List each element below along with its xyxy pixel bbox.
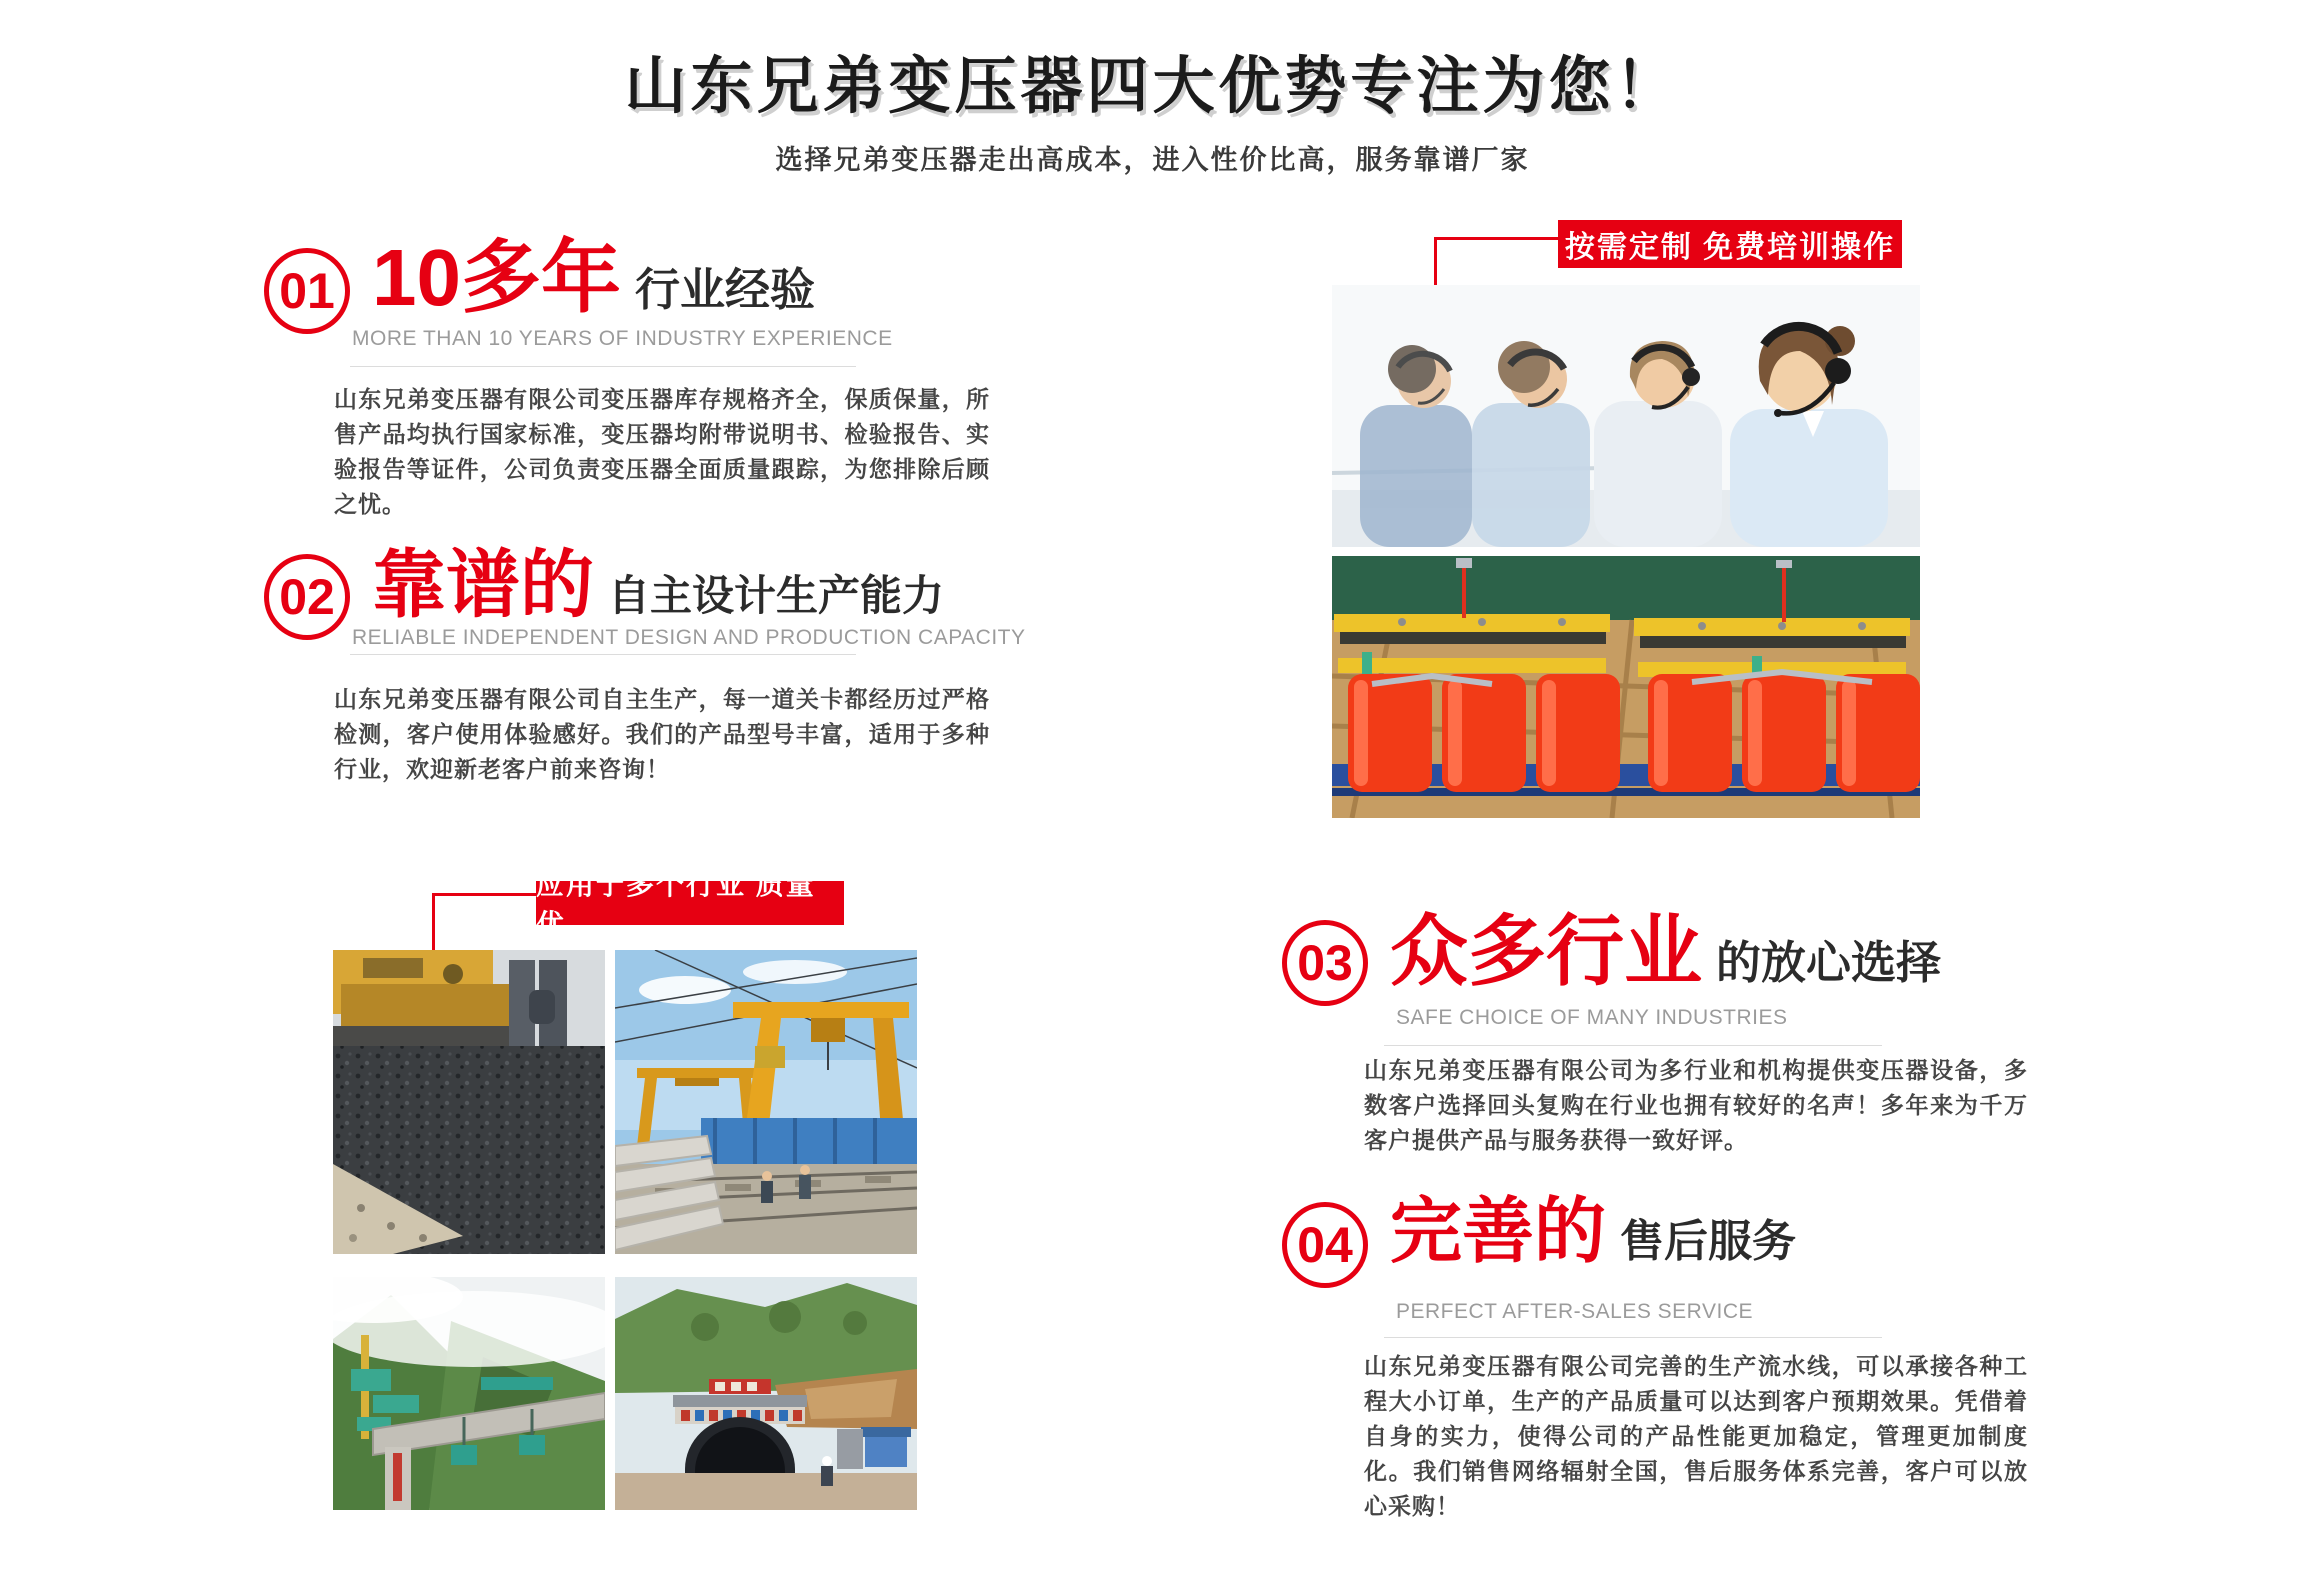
page-title: 山东兄弟变压器四大优势专注为您！ — [624, 52, 1681, 121]
advantage-02-body: 山东兄弟变压器有限公司自主生产，每一道关卡都经历过严格检测，客户使用体验感好。我们的产品型号丰富，适用于多种行业，欢迎新老客户前来咨询！ — [334, 686, 990, 782]
industry-badge-connector-vertical — [432, 893, 435, 951]
advantage-01-caption-en: MORE THAN 10 YEARS OF INDUSTRY EXPERIENCE — [352, 327, 893, 350]
headline-dark-02: 自主设计生产能力 — [608, 572, 945, 619]
headline-red-01: 10多年 — [372, 233, 621, 322]
advantage-03-caption-en: SAFE CHOICE OF MANY INDUSTRIES — [1396, 1006, 1788, 1029]
divider-03 — [1384, 1045, 1882, 1046]
advantage-03-headline — [1390, 907, 1942, 995]
number-01: 01 — [279, 263, 335, 319]
headline-red-03: 众多行业 — [1390, 907, 1703, 995]
advantage-04-body: 山东兄弟变压器有限公司完善的生产流水线，可以承接各种工程大小订单，生产的产品质量可以达到客户预期效果。凭借着自身的实力，使得公司的产品性能更加稳定，管理更加制度化。我们销售网络辐射全国，售后服务体系完善，客户可以放心采购！ — [1364, 1353, 2028, 1519]
tunnel-construction-photo — [615, 1277, 917, 1510]
headline-dark-01: 行业经验 — [634, 264, 815, 315]
page-subtitle: 选择兄弟变压器走出高成本，进入性价比高，服务靠谱厂家 — [775, 145, 1530, 175]
bridge-construction-photo — [333, 1277, 605, 1510]
industry-badge-connector-horizontal — [432, 893, 538, 896]
divider-01 — [350, 366, 856, 367]
asphalt-paving-photo — [333, 950, 605, 1254]
divider-04 — [1384, 1337, 1882, 1338]
badge-connector-horizontal — [1434, 237, 1560, 240]
number-03: 03 — [1297, 935, 1353, 991]
headline-red-02: 靠谱的 — [372, 543, 594, 626]
advantage-04-number — [1282, 1202, 1368, 1288]
advantage-02-number — [264, 554, 350, 640]
advantage-01-headline — [372, 233, 815, 322]
number-02: 02 — [279, 569, 335, 625]
advantage-02-headline — [372, 543, 945, 626]
advantage-04-headline — [1390, 1192, 1797, 1272]
badge-connector-vertical — [1434, 237, 1437, 287]
headline-dark-04: 售后服务 — [1620, 1217, 1797, 1266]
headline-dark-03: 的放心选择 — [1716, 937, 1942, 988]
advantage-01-body: 山东兄弟变压器有限公司变压器库存规格齐全，保质保量，所售产品均执行国家标准，变压器均附带说明书、检验报告、实验报告等证件，公司负责变压器全面质量跟踪，为您排除后顾之忧。 — [334, 386, 990, 517]
multi-industry-badge: 应用于多个行业 质量优 — [536, 881, 844, 925]
call-center-team-photo — [1332, 285, 1920, 547]
advantage-02-caption-en: RELIABLE INDEPENDENT DESIGN AND PRODUCTION CAPACITY — [352, 626, 1026, 649]
number-04: 04 — [1297, 1217, 1353, 1273]
custom-training-badge: 按需定制 免费培训操作 — [1558, 220, 1902, 268]
dry-type-transformer-photo — [1332, 556, 1920, 818]
divider-02 — [350, 654, 856, 655]
advantage-03-number — [1282, 920, 1368, 1006]
gantry-crane-photo — [615, 950, 917, 1254]
advantage-01-number — [264, 248, 350, 334]
headline-red-04: 完善的 — [1390, 1192, 1607, 1272]
advantage-03-body: 山东兄弟变压器有限公司为多行业和机构提供变压器设备，多数客户选择回头复购在行业也拥有较好的名声！多年来为千万客户提供产品与服务获得一致好评。 — [1364, 1057, 2028, 1153]
advantage-04-caption-en: PERFECT AFTER-SALES SERVICE — [1396, 1300, 1753, 1323]
